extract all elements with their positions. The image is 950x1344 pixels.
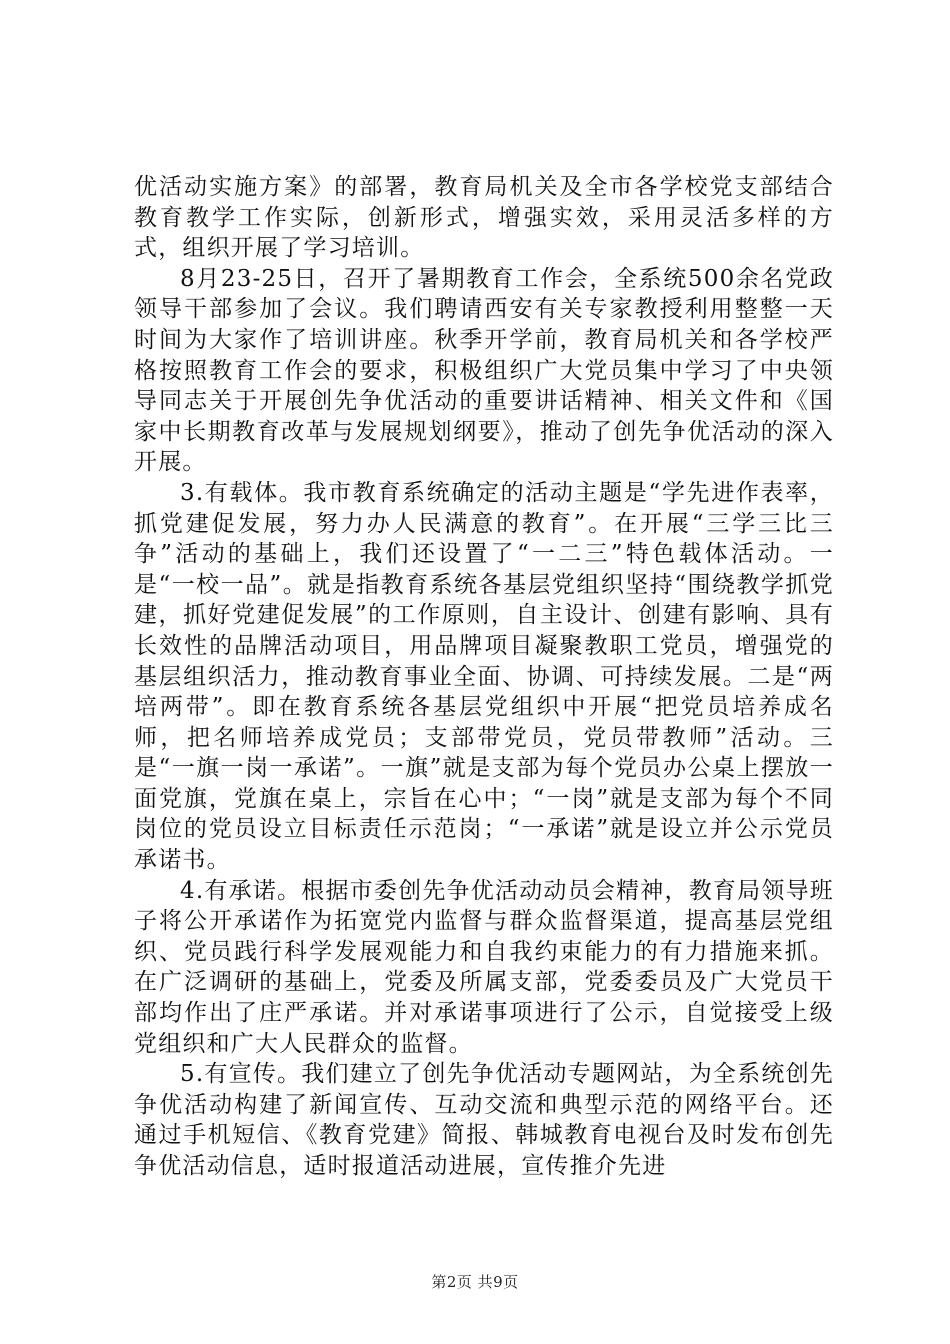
document-body <box>134 172 834 1182</box>
paragraph-3: 3.有载体。我市教育系统确定的活动主题是“学先进作表率，抓党建促发展，努力办人民满意的教育”。在开展“三学三比三争”活动的基础上，我们还设置了“一二三”特色载体活动。一是“一校一品”。就是指教育系统各基层党组织坚持“围绕教学抓党建，抓好党建促发展”的工作原则，自主设计、创建有影响、具有长效性的品牌活动项目，用品牌项目凝聚教职工党员，增强党的基层组织活力，推动教育事业全面、协调、可持续发展。二是“两培两带”。即在教育系统各基层党组织中开展“把党员培养成名师，把名师培养成党员；支部带党员，党员带教师”活动。三是“一旗一岗一承诺”。一旗”就是支部为每个党员办公桌上摆放一面党旗，党旗在桌上，宗旨在心中；“一岗”就是支部为每个不同岗位的党员设立目标责任示范岗；“一承诺”就是设立并公示党员承诺书。 <box>134 479 834 874</box>
paragraph-1: 优活动实施方案》的部署，教育局机关及全市各学校党支部结合教育教学工作实际，创新形式，增强实效，采用灵活多样的方式，组织开展了学习培训。 <box>134 174 834 262</box>
paragraph-2: 8月23-25日，召开了暑期教育工作会，全系统500余名党政领导干部参加了会议。我们聘请西安有关专家教授利用整整一天时间为大家作了培训讲座。秋季开学前，教育局机关和各学校严格按照教育工作会的要求，积极组织广大党员集中学习了中央领导同志关于开展创先争优活动的重要讲话精神、相关文件和《国家中长期教育改革与发展规划纲要》，推动了创先争优活动的深入开展。 <box>134 265 834 476</box>
page-footer: 第2页 共9页 <box>431 1273 519 1291</box>
paragraph-5: 5.有宣传。我们建立了创先争优活动专题网站，为全系统创先争优活动构建了新闻宣传、互动交流和典型示范的网络平台。还通过手机短信、《教育党建》简报、韩城教育电视台及时发布创先争优活动信息，适时报道活动进展，宣传推介先进 <box>134 1061 834 1179</box>
paragraph-4: 4.有承诺。根据市委创先争优活动动员会精神，教育局领导班子将公开承诺作为拓宽党内监督与群众监督渠道，提高基层党组织、党员践行科学发展观能力和自我约束能力的有力措施来抓。在广泛调研的基础上，党委及所属支部，党委委员及广大党员干部均作出了庄严承诺。并对承诺事项进行了公示，自觉接受上级党组织和广大人民群众的监督。 <box>134 877 834 1057</box>
